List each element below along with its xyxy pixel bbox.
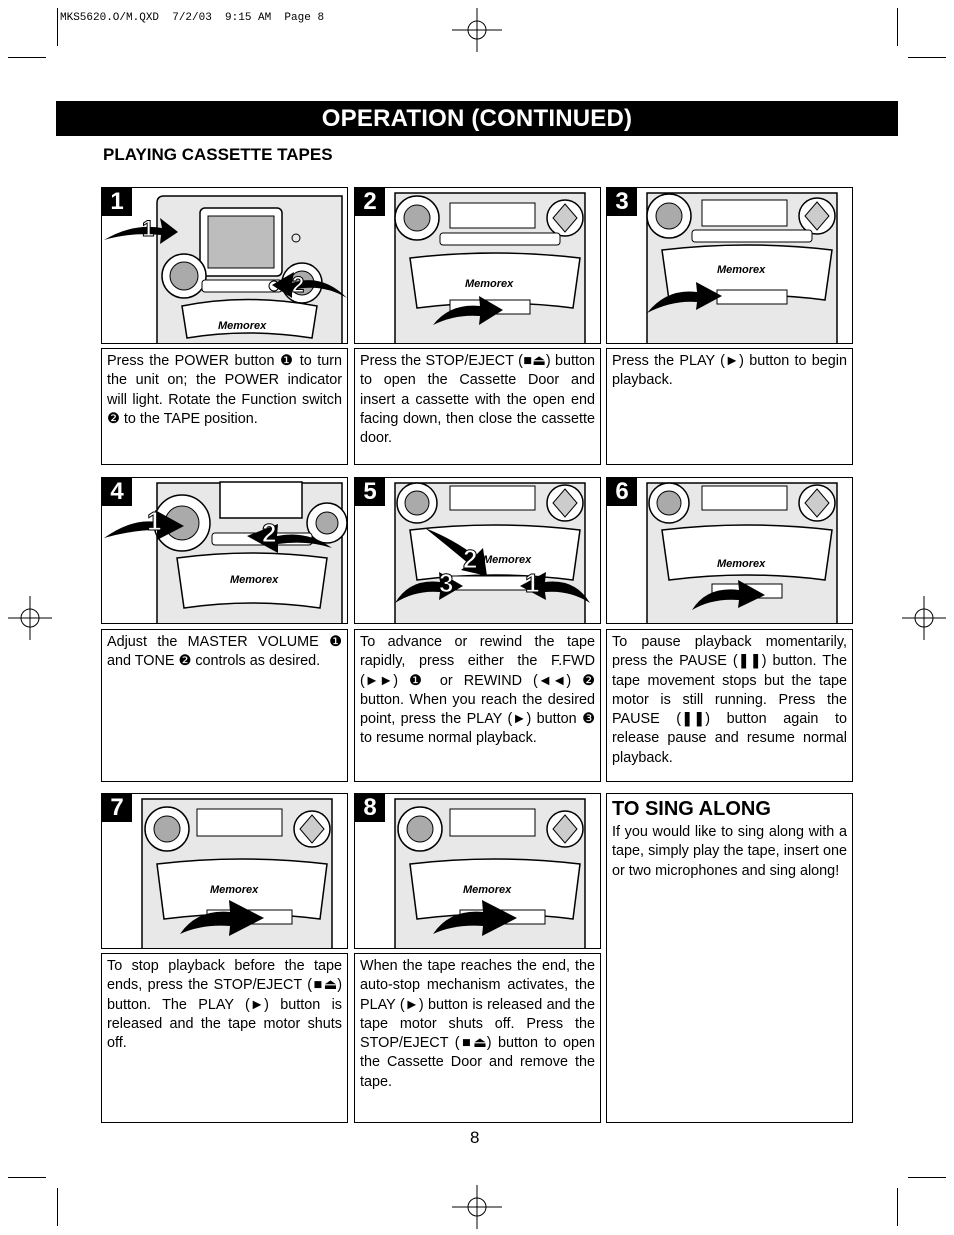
brand-logo: Memorex: [210, 884, 259, 896]
registration-mark-right: [902, 596, 946, 640]
step-number: 1: [102, 188, 132, 216]
callout-number: 3: [439, 568, 454, 598]
step-number: 4: [102, 478, 132, 506]
registration-mark-left: [8, 596, 52, 640]
registration-mark-top: [452, 8, 502, 52]
device-front-illustration: [355, 188, 601, 344]
brand-logo: Memorex: [717, 558, 766, 570]
step-3-figure: [606, 187, 853, 344]
registration-mark-bottom: [452, 1185, 502, 1229]
sing-along-text: If you would like to sing along with a tape, simply play the tape, insert one or two microphones and sing along!: [612, 824, 847, 879]
brand-logo: Memorex: [483, 554, 532, 566]
brand-logo: Memorex: [230, 574, 279, 586]
device-front-illustration: [102, 478, 348, 624]
step-6-figure: [606, 477, 853, 624]
brand-logo: Memorex: [463, 884, 512, 896]
step-2-instructions: Press the STOP/EJECT (■⏏) button to open the Cassette Door and insert a cassette with the open end facing down, then close the cassette door.: [354, 348, 601, 465]
crop-mark: [897, 1188, 898, 1226]
brand-logo: Memorex: [465, 278, 514, 290]
step-number: 5: [355, 478, 385, 506]
step-number: 3: [607, 188, 637, 216]
page-number: 8: [470, 1128, 480, 1147]
step-3-instructions: Press the PLAY (►) button to begin playback.: [606, 348, 853, 465]
step-2-figure: [354, 187, 601, 344]
sing-along-title: TO SING ALONG: [612, 798, 771, 820]
callout-number: 2: [292, 272, 305, 297]
step-5-figure: [354, 477, 601, 624]
crop-mark: [57, 1188, 58, 1226]
callout-number: 1: [147, 506, 162, 536]
callout-number: 2: [262, 518, 277, 548]
callout-number: 2: [463, 544, 478, 574]
brand-logo: Memorex: [218, 320, 267, 332]
callout-number: 1: [142, 216, 155, 241]
step-1-instructions: Press the POWER button ❶ to turn the unit on; the POWER indicator will light. Rotate the Function switch ❷ to the TAPE position.: [101, 348, 348, 465]
step-number: 7: [102, 794, 132, 822]
crop-mark: [908, 57, 946, 58]
step-8-figure: [354, 793, 601, 949]
device-front-illustration: [607, 478, 853, 624]
step-6-instructions: To pause playback momentarily, press the PAUSE (❚❚) button. The tape movement stops but the tape motor is still running. Press the PAUSE (❚❚) button again to release pause and resume normal playback.: [606, 629, 853, 782]
page-header-banner: OPERATION (CONTINUED): [56, 101, 898, 136]
crop-mark: [897, 8, 898, 46]
step-4-instructions: Adjust the MASTER VOLUME ❶ and TONE ❷ controls as desired.: [101, 629, 348, 782]
step-4-figure: [101, 477, 348, 624]
step-number: 2: [355, 188, 385, 216]
file-slug: MKS5620.O/M.QXD 7/2/03 9:15 AM Page 8: [60, 12, 325, 24]
step-5-instructions: To advance or rewind the tape rapidly, press either the F.FWD (►►) ❶ or REWIND (◄◄) ❷ button. When you reach the desired point, press the PLAY (►) button ❸ to resume normal playback.: [354, 629, 601, 782]
crop-mark: [908, 1177, 946, 1178]
device-front-illustration: [102, 794, 348, 949]
device-front-illustration: [355, 794, 601, 949]
crop-mark: [8, 57, 46, 58]
step-7-instructions: To stop playback before the tape ends, press the STOP/EJECT (■⏏) button. The PLAY (►) button is released and the tape motor shuts off.: [101, 953, 348, 1123]
crop-mark: [57, 8, 58, 46]
brand-logo: Memorex: [717, 264, 766, 276]
device-front-illustration: [355, 478, 601, 624]
step-7-figure: [101, 793, 348, 949]
sing-along-box: [606, 793, 853, 1123]
callout-number: 1: [525, 568, 540, 598]
step-8-instructions: When the tape reaches the end, the auto-stop mechanism activates, the PLAY (►) button is released and the tape motor shuts off. Press the STOP/EJECT (■⏏) button to open the Cassette Door and remove the tape.: [354, 953, 601, 1123]
crop-mark: [8, 1177, 46, 1178]
step-number: 6: [607, 478, 637, 506]
section-title: PLAYING CASSETTE TAPES: [103, 145, 333, 164]
step-1-figure: [101, 187, 348, 344]
step-number: 8: [355, 794, 385, 822]
